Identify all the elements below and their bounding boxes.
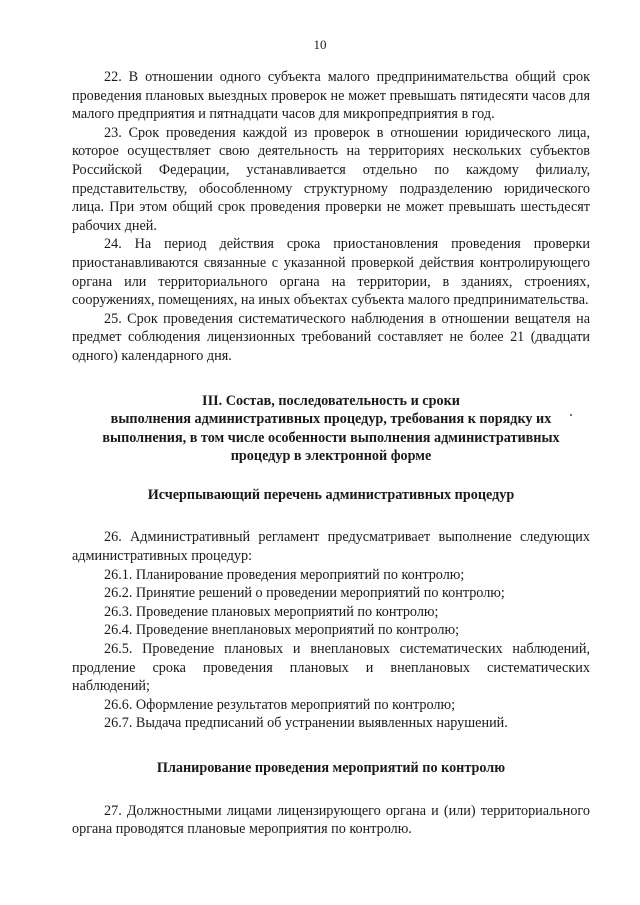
paragraph-24: 24. На период действия срока приостановления проведения проверки приостанавливаются связанные с указанной проверкой действия контролирующего органа или территориального органа на территории, в зданиях, строениях, сооружениях, помещениях, на иных объектах субъекта малого предпринимательства.	[72, 236, 590, 309]
paragraph-22: 22. В отношении одного субъекта малого предпринимательства общий срок проведения плановых выездных проверок не может превышать пятидесяти часов для малого предприятия и пятнадцати часов для микропредприятия в год.	[72, 69, 590, 123]
paragraph-25: 25. Срок проведения систематического наблюдения в отношении вещателя на предмет соблюдения лицензионных требований составляет не более 21 (двадцати одного) календарного дня.	[72, 310, 590, 364]
list-item: 26.6. Оформление результатов мероприятий по контролю;	[104, 696, 456, 713]
page-number: 10	[313, 37, 327, 52]
list-item: 26.4. Проведение внеплановых мероприятий по контролю;	[104, 622, 460, 639]
paragraph-26: 26. Административный регламент предусматривает выполнение следующих административных процедур:	[72, 529, 590, 565]
section-heading-line: процедур в электронной форме	[230, 448, 432, 465]
section-heading-line: выполнения административных процедур, требования к порядку их	[110, 411, 552, 428]
list-item: 26.5. Проведение плановых и внеплановых систематических наблюдений, продление срока проведения плановых и внеплановых систематических наблюдений;	[72, 641, 590, 695]
document-body	[72, 68, 590, 839]
list-item: 26.2. Принятие решений о проведении мероприятий по контролю;	[104, 585, 505, 602]
list-item: 26.7. Выдача предписаний об устранении выявленных нарушений.	[104, 715, 508, 732]
list-item: 26.1. Планирование проведения мероприятий по контролю;	[104, 566, 465, 583]
list-item: 26.3. Проведение плановых мероприятий по контролю;	[104, 603, 439, 620]
paragraph-27: 27. Должностными лицами лицензирующего органа и (или) территориального органа проводятся плановые мероприятия по контролю.	[72, 802, 590, 838]
subheading-planning: Планирование проведения мероприятий по контролю	[156, 760, 506, 776]
section-heading	[72, 392, 590, 466]
section-heading-line: III. Состав, последовательность и сроки	[202, 392, 460, 409]
section-heading-line: выполнения, в том числе особенности выполнения административных	[102, 429, 560, 446]
paragraph-23: 23. Срок проведения каждой из проверок в отношении юридического лица, которое осуществляет свою деятельность на территориях нескольких субъектов Российской Федерации, устанавливается отдельно по каждому филиалу, представительству, обособленному структурному подразделению юридического лица. При этом общий срок проведения проверки не может превышать шестьдесят рабочих дней.	[72, 124, 590, 234]
subheading-procedures-list: Исчерпывающий перечень административных процедур	[147, 486, 515, 503]
